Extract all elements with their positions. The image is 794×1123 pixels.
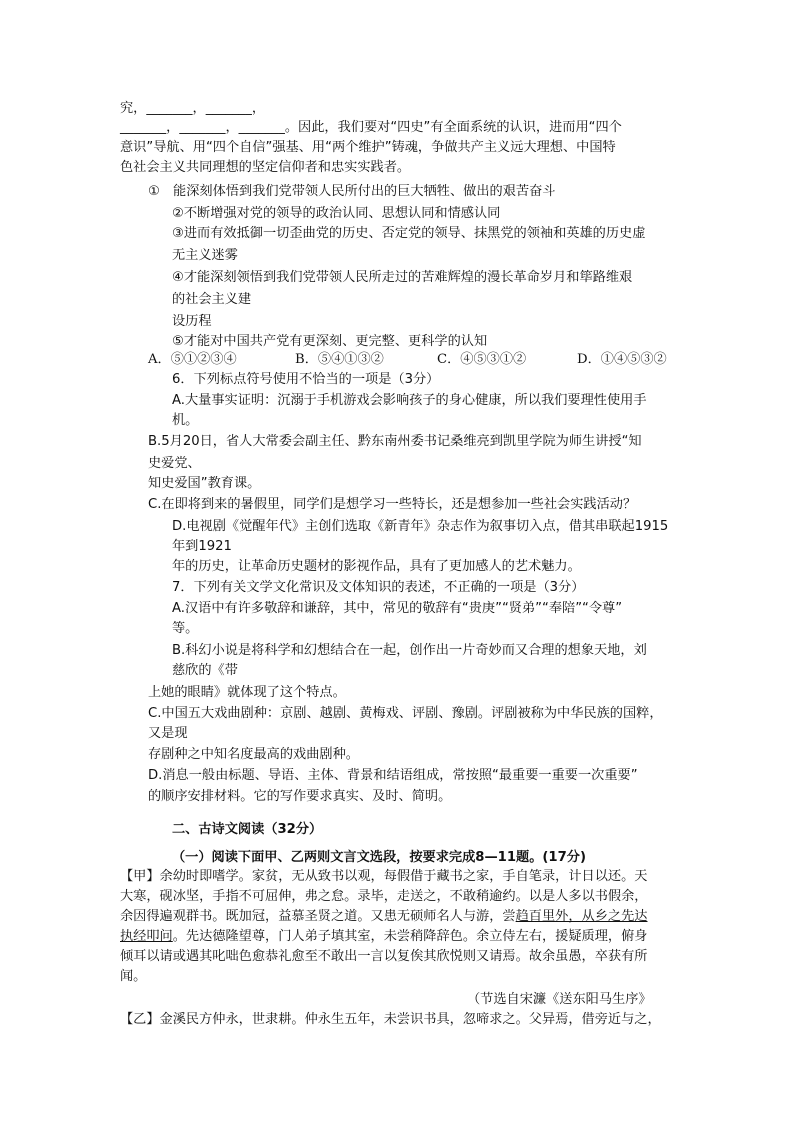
text-line: 史爱党、 [148, 456, 201, 471]
text-line: 余因得遍观群书。既加冠，益慕圣贤之道。又患无硕师名人与游，尝趋百里外，从乡之先达 [120, 909, 648, 924]
text-line: 年到1921 [172, 539, 232, 554]
text-line: ③进而有效抵御一切歪曲党的历史、否定党的领导、抹黑党的领袖和英雄的历史虚 [172, 226, 646, 241]
text-line: 究，_______，_______， [120, 101, 266, 116]
text-line: 慈欣的《带 [172, 663, 238, 678]
text-line: 闻。 [120, 969, 147, 984]
text-line: （一）阅读下面甲、乙两则文言文选段，按要求完成8—11题。(17分) [172, 850, 586, 865]
text-line: （节选自宋濂《送东阳马生序》 [467, 992, 652, 1007]
text-line: 6．下列标点符号使用不恰当的一项是（3分） [172, 372, 440, 387]
text-line: B．⑤④①③② [295, 352, 384, 367]
text-line: D.消息一般由标题、导语、主体、背景和结语组成，常按照“最重要一重要一次重要” [148, 768, 638, 783]
text-line: 倾耳以请或遇其叱咄色愈恭礼愈至不敢出一言以复俟其欣悦则又请焉。故余虽愚，卒获有所 [120, 949, 648, 964]
text-line: 意识”导航、用“四个自信”强基、用“两个维护”铸魂，争做共产主义远大理想、中国特 [120, 140, 616, 155]
text-line: 大寒，砚冰坚，手指不可屈伸，弗之怠。录毕，走送之，不敢稍逾约。以是人多以书假余， [120, 889, 648, 904]
text-line: 年的历史，让革命历史题材的影视作品，具有了更加感人的艺术魅力。 [172, 559, 581, 574]
text-line: 上她的眼睛》就体现了这个特点。 [148, 685, 346, 700]
text-line: 的顺序安排材料。它的写作要求真实、及时、简明。 [148, 789, 452, 804]
text-line: B.科幻小说是将科学和幻想结合在一起，创作出一片奇妙而又合理的想象天地，刘 [172, 643, 647, 658]
text-line: 机。 [172, 413, 199, 428]
text-line: C.中国五大戏曲剧种：京剧、越剧、黄梅戏、评剧、豫剧。评剧被称为中华民族的国粹， [148, 706, 663, 721]
text-line: ④才能深刻领悟到我们党带领人民所走过的苦难辉煌的漫长革命岁月和筚路维艰 [172, 270, 633, 285]
text-line: _______，_______，_______。因此，我们要对“四史”有全面系统的认识，进而用“四个 [120, 120, 622, 135]
text-line: 设历程 [172, 314, 212, 329]
text-line: 等。 [172, 621, 199, 636]
text-line: D．①④⑤③② [577, 352, 667, 367]
text-line: A.汉语中有许多敬辞和谦辞，其中，常见的敬辞有“贵庚”“贤弟”“奉陪”“令尊” [172, 601, 623, 616]
text-line: 色社会主义共同理想的坚定信仰者和忠实实践者。 [120, 160, 411, 175]
text-line: 【甲】余幼时即嗜学。家贫，无从致书以观，每假借于藏书之家，手自笔录，计日以还。天 [120, 869, 648, 884]
text-line: C．④⑤③①② [437, 352, 527, 367]
text-line: ⑤才能对中国共产党有更深刻、更完整、更科学的认知 [172, 334, 488, 349]
text-line: A．⑤①②③④ [148, 352, 237, 367]
text-line: A.大量事实证明：沉溺于手机游戏会影响孩子的身心健康，所以我们要理性使用手 [172, 393, 647, 408]
text-line: ②不断增强对党的领导的政治认同、思想认同和情感认同 [172, 206, 501, 221]
text-line: 执经叩问。先达德隆望尊，门人弟子填其室，未尝稍降辞色。余立侍左右，援疑质理，俯身 [120, 929, 648, 944]
text-line: 二、古诗文阅读（32分） [172, 822, 323, 837]
text-line: ① 能深刻体悟到我们党带领人民所付出的巨大牺牲、做出的艰苦奋斗 [148, 184, 556, 199]
text-line: B.5月20日，省人大常委会副主任、黔东南州委书记桑维亮到凯里学院为师生讲授“知 [148, 434, 642, 449]
text-line: 存剧种之中知名度最高的戏曲剧种。 [148, 747, 359, 762]
text-line: 【乙】金溪民方仲永，世隶耕。仲永生五年，未尝识书具，忽啼求之。父异焉，借旁近与之， [120, 1012, 661, 1027]
text-line: 知史爱国”教育课。 [148, 476, 261, 491]
text-line: D.电视剧《觉醒年代》主创们选取《新青年》杂志作为叙事切入点，借其串联起1915 [172, 519, 669, 534]
text-line: 7．下列有关文学文化常识及文体知识的表述，不正确的一项是（3分） [172, 580, 585, 595]
text-line: 无主义迷雾 [172, 248, 238, 263]
text-line: C.在即将到来的暑假里，同学们是想学习一些特长，还是想参加一些社会实践活动？ [148, 497, 637, 512]
text-line: 又是现 [148, 726, 188, 741]
text-line: 的社会主义建 [172, 292, 252, 307]
